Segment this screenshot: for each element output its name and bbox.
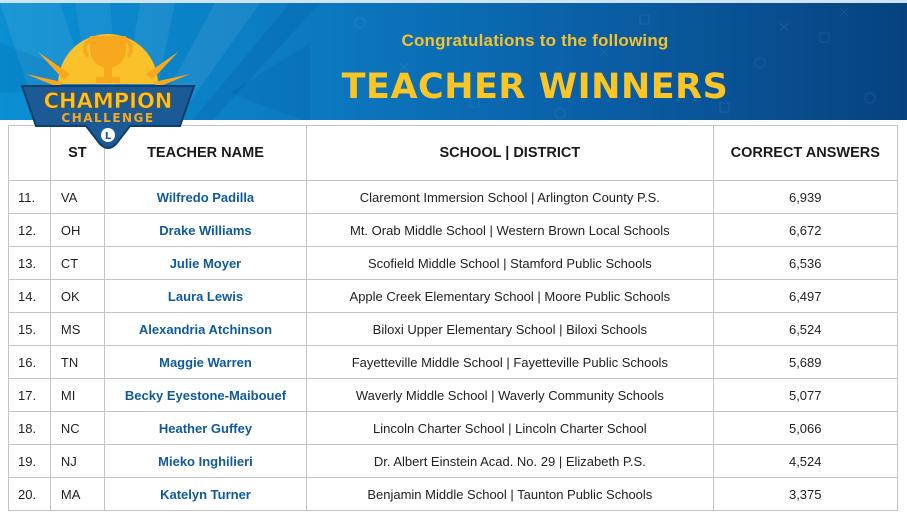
rank-cell: 12. bbox=[9, 214, 51, 247]
table-row bbox=[9, 346, 898, 379]
logo-text-challenge: CHALLENGE bbox=[61, 111, 155, 125]
correct-answers-cell: 3,375 bbox=[713, 478, 898, 511]
state-cell: VA bbox=[50, 181, 104, 214]
winners-table bbox=[8, 125, 898, 511]
logo-text-champion: CHAMPION bbox=[43, 89, 173, 113]
teacher-name-cell: Heather Guffey bbox=[104, 412, 306, 445]
state-cell: NJ bbox=[50, 445, 104, 478]
teacher-name-cell: Maggie Warren bbox=[104, 346, 306, 379]
state-cell: NC bbox=[50, 412, 104, 445]
header-correct-answers: CORRECT ANSWERS bbox=[713, 126, 898, 181]
rank-cell: 18. bbox=[9, 412, 51, 445]
teacher-name-cell: Wilfredo Padilla bbox=[104, 181, 306, 214]
school-district-cell: Claremont Immersion School | Arlington County P.S. bbox=[307, 181, 713, 214]
school-district-cell: Mt. Orab Middle School | Western Brown Local Schools bbox=[307, 214, 713, 247]
state-cell: OK bbox=[50, 280, 104, 313]
rank-cell: 16. bbox=[9, 346, 51, 379]
correct-answers-cell: 6,524 bbox=[713, 313, 898, 346]
teacher-name-cell: Alexandria Atchinson bbox=[104, 313, 306, 346]
correct-answers-cell: 6,939 bbox=[713, 181, 898, 214]
rank-cell: 20. bbox=[9, 478, 51, 511]
state-cell: CT bbox=[50, 247, 104, 280]
teacher-name-cell: Julie Moyer bbox=[104, 247, 306, 280]
rank-cell: 15. bbox=[9, 313, 51, 346]
table-row bbox=[9, 247, 898, 280]
banner-subtitle: Congratulations to the following bbox=[401, 31, 669, 50]
banner-title: TEACHER WINNERS bbox=[341, 67, 729, 107]
table-row bbox=[9, 379, 898, 412]
rank-cell: 11. bbox=[9, 181, 51, 214]
school-district-cell: Benjamin Middle School | Taunton Public Schools bbox=[307, 478, 713, 511]
school-district-cell: Apple Creek Elementary School | Moore Public Schools bbox=[307, 280, 713, 313]
logo-graphic bbox=[18, 22, 198, 154]
school-district-cell: Waverly Middle School | Waverly Community Schools bbox=[307, 379, 713, 412]
teacher-name-cell: Laura Lewis bbox=[104, 280, 306, 313]
header-state: ST bbox=[50, 126, 104, 181]
rank-cell: 17. bbox=[9, 379, 51, 412]
school-district-cell: Lincoln Charter School | Lincoln Charter School bbox=[307, 412, 713, 445]
table-row bbox=[9, 478, 898, 511]
state-cell: MS bbox=[50, 313, 104, 346]
table-row bbox=[9, 313, 898, 346]
correct-answers-cell: 5,077 bbox=[713, 379, 898, 412]
table-row bbox=[9, 412, 898, 445]
school-district-cell: Biloxi Upper Elementary School | Biloxi Schools bbox=[307, 313, 713, 346]
teacher-name-cell: Katelyn Turner bbox=[104, 478, 306, 511]
correct-answers-cell: 5,066 bbox=[713, 412, 898, 445]
state-cell: TN bbox=[50, 346, 104, 379]
table-row bbox=[9, 181, 898, 214]
rank-cell: 13. bbox=[9, 247, 51, 280]
header-school-district: SCHOOL | DISTRICT bbox=[307, 126, 713, 181]
table-row bbox=[9, 214, 898, 247]
state-cell: MA bbox=[50, 478, 104, 511]
table-row bbox=[9, 280, 898, 313]
correct-answers-cell: 6,497 bbox=[713, 280, 898, 313]
header-teacher-name: TEACHER NAME bbox=[104, 126, 306, 181]
teacher-name-cell: Mieko Inghilieri bbox=[104, 445, 306, 478]
correct-answers-cell: 6,536 bbox=[713, 247, 898, 280]
school-district-cell: Scofield Middle School | Stamford Public Schools bbox=[307, 247, 713, 280]
logo-emblem-icon: L bbox=[104, 131, 112, 142]
school-district-cell: Dr. Albert Einstein Acad. No. 29 | Elizabeth P.S. bbox=[307, 445, 713, 478]
champion-challenge-logo bbox=[18, 22, 198, 154]
state-cell: OH bbox=[50, 214, 104, 247]
table-row bbox=[9, 445, 898, 478]
rank-cell: 19. bbox=[9, 445, 51, 478]
correct-answers-cell: 6,672 bbox=[713, 214, 898, 247]
teacher-name-cell: Becky Eyestone-Maibouef bbox=[104, 379, 306, 412]
correct-answers-cell: 5,689 bbox=[713, 346, 898, 379]
teacher-name-cell: Drake Williams bbox=[104, 214, 306, 247]
rank-cell: 14. bbox=[9, 280, 51, 313]
correct-answers-cell: 4,524 bbox=[713, 445, 898, 478]
school-district-cell: Fayetteville Middle School | Fayetteville Public Schools bbox=[307, 346, 713, 379]
state-cell: MI bbox=[50, 379, 104, 412]
